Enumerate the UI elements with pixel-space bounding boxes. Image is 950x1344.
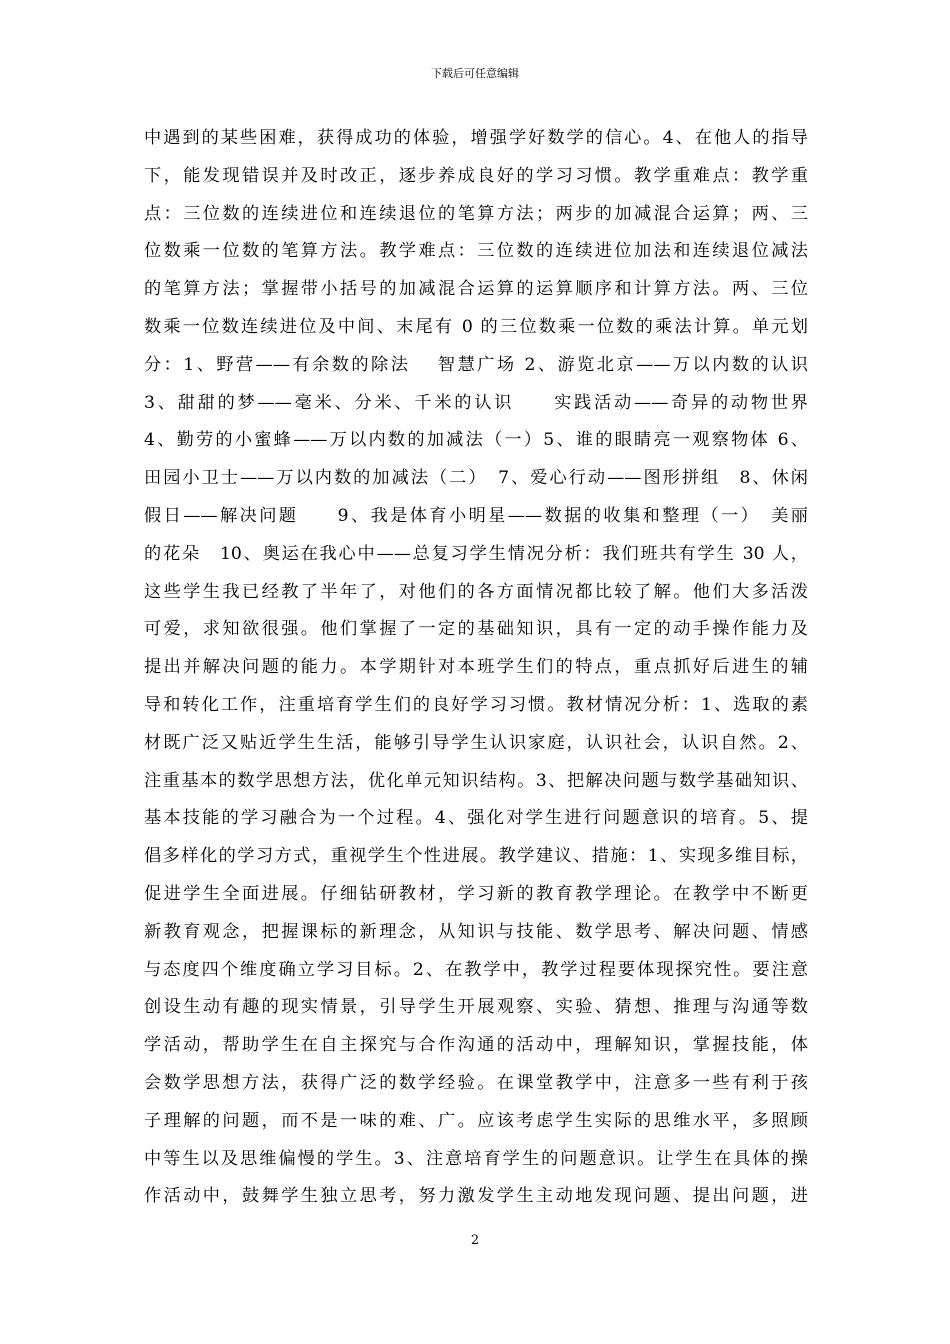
- body-line: 基本技能的学习融合为一个过程。4、强化对学生进行问题意识的培育。5、提: [144, 808, 808, 829]
- body-line: 可爱，求知欲很强。他们掌握了一定的基础知识，具有一定的动手操作能力及: [144, 619, 808, 640]
- body-line: 的花朵 10、奥运在我心中——总复习学生情况分析：我们班共有学生 30 人，: [144, 543, 808, 564]
- body-line: 4、勤劳的小蜜蜂——万以内数的加减法（一）5、谁的眼睛亮一观察物体 6、: [144, 430, 808, 451]
- body-line: 3、甜甜的梦——毫米、分米、千米的认识 实践活动——奇异的动物世界: [144, 392, 808, 413]
- body-line: 下，能发现错误并及时改正，逐步养成良好的学习习惯。教学重难点：教学重: [144, 165, 808, 186]
- body-line: 田园小卫士——万以内数的加减法（二） 7、爱心行动——图形拼组 8、休闲: [144, 468, 808, 489]
- body-line: 的笔算方法；掌握带小括号的加减混合运算的运算顺序和计算方法。两、三位: [144, 279, 808, 300]
- body-line: 创设生动有趣的现实情景，引导学生开展观察、实验、猜想、推理与沟通等数: [144, 997, 808, 1018]
- body-line: 作活动中，鼓舞学生独立思考，努力激发学生主动地发现问题、提出问题，进: [144, 1186, 808, 1207]
- body-line: 倡多样化的学习方式，重视学生个性进展。教学建议、措施：1、实现多维目标，: [144, 846, 808, 867]
- body-line: 假日——解决问题 9、我是体育小明星——数据的收集和整理（一） 美丽: [144, 505, 808, 526]
- body-line: 学活动，帮助学生在自主探究与合作沟通的活动中，理解知识，掌握技能，体: [144, 1035, 808, 1056]
- body-line: 促进学生全面进展。仔细钻研教材，学习新的教育教学理论。在教学中不断更: [144, 883, 808, 904]
- body-line: 点：三位数的连续进位和连续退位的笔算方法；两步的加减混合运算；两、三: [144, 203, 808, 224]
- body-line: 分：1、野营——有余数的除法 智慧广场 2、游览北京——万以内数的认识: [144, 354, 808, 375]
- body-line: 与态度四个维度确立学习目标。2、在教学中，教学过程要体现探究性。要注意: [144, 959, 808, 980]
- body-line: 中遇到的某些困难，获得成功的体验，增强学好数学的信心。4、在他人的指导: [144, 128, 808, 148]
- document-body: [144, 120, 808, 1216]
- page-number: 2: [470, 1233, 480, 1248]
- body-line: 导和转化工作，注重培育学生们的良好学习习惯。教材情况分析：1、选取的素: [144, 694, 808, 715]
- body-line: 材既广泛又贴近学生生活，能够引导学生认识家庭，认识社会，认识自然。2、: [144, 732, 808, 753]
- body-line: 子理解的问题，而不是一味的难、广。应该考虑学生实际的思维水平，多照顾: [144, 1110, 808, 1131]
- body-line: 数乘一位数连续进位及中间、末尾有 0 的三位数乘一位数的乘法计算。单元划: [144, 316, 808, 337]
- body-line: 会数学思想方法，获得广泛的数学经验。在课堂教学中，注意多一些有利于孩: [144, 1072, 808, 1093]
- body-line: 注重基本的数学思想方法，优化单元知识结构。3、把解决问题与数学基础知识、: [144, 770, 808, 791]
- body-line: 新教育观念，把握课标的新理念，从知识与技能、数学思考、解决问题、情感: [144, 921, 808, 942]
- body-line: 这些学生我已经教了半年了，对他们的各方面情况都比较了解。他们大多活泼: [144, 581, 808, 602]
- page-header: 下载后可任意编辑: [431, 67, 519, 80]
- body-line: 位数乘一位数的笔算方法。教学难点：三位数的连续进位加法和连续退位减法: [144, 241, 808, 262]
- body-line: 中等生以及思维偏慢的学生。3、注意培育学生的问题意识。让学生在具体的操: [144, 1148, 808, 1169]
- body-line: 提出并解决问题的能力。本学期针对本班学生们的特点，重点抓好后进生的辅: [144, 657, 808, 678]
